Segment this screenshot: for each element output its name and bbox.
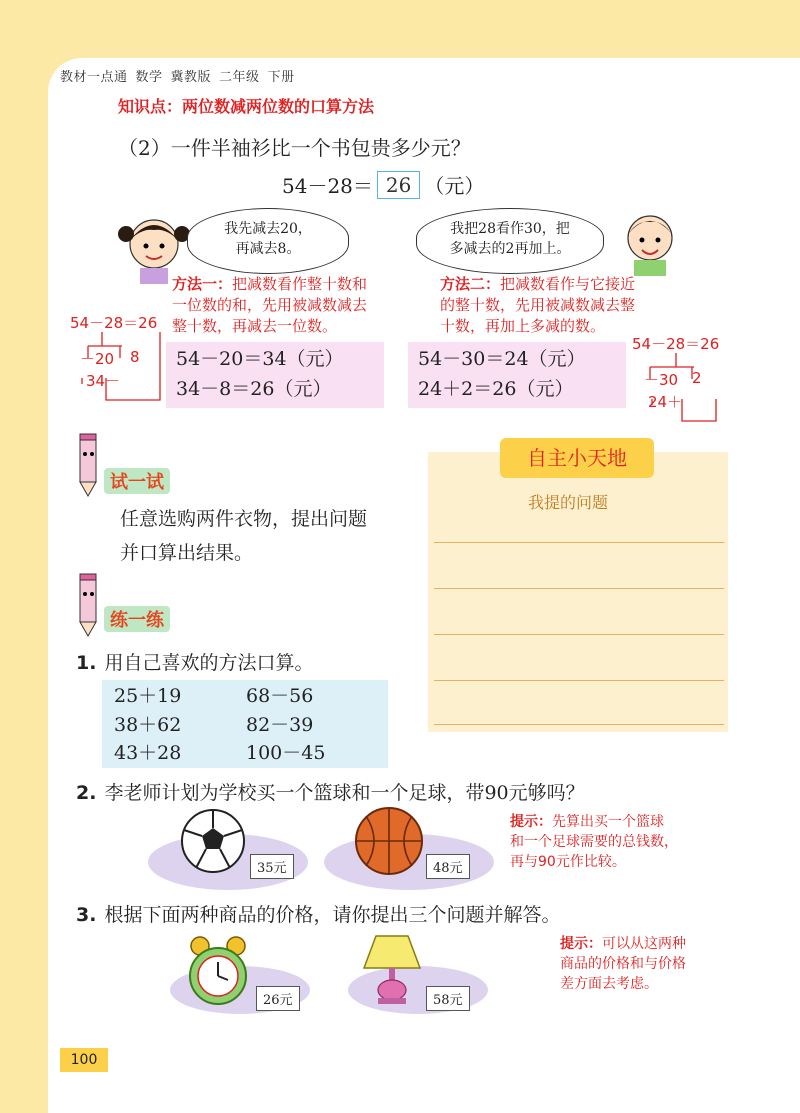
try-section-title: 试一试 (104, 468, 170, 494)
clock-price-tag: 26元 (256, 986, 300, 1011)
method-line: 把减数看作与它接近 (500, 275, 636, 293)
header-item: 下册 (267, 70, 295, 85)
method-line: 十数，再加上多减的数。 (440, 317, 606, 335)
method-2-steps (408, 342, 626, 408)
page-number: 100 (60, 1048, 108, 1072)
math-item: 68－56 (246, 685, 314, 707)
girl-speech-bubble (187, 208, 349, 274)
knowledge-point: 知识点：两位数减两位数的口算方法 (118, 97, 375, 116)
step-line: 54－20＝34（元） (176, 348, 344, 370)
boy-icon (622, 204, 678, 276)
tree-part: －30 (644, 371, 679, 389)
method-line: 整十数，再减去一位数。 (172, 317, 338, 335)
header-item: 冀教版 (170, 70, 212, 85)
problem-text: 用自己喜欢的方法口算。 (104, 652, 314, 674)
tree-part: 2 (692, 369, 702, 387)
hint-line: 可以从这两种 (602, 936, 686, 952)
problem-text: 李老师计划为学校买一个篮球和一个足球，带90元够吗？ (104, 782, 585, 804)
hint-label: 提示： (560, 936, 602, 952)
basketball-icon (354, 806, 424, 876)
hint-label: 提示： (510, 814, 552, 830)
question-2: （2）一件半袖衫比一个书包贵多少元？ (118, 136, 471, 160)
bubble-line: 多减去的2再加上。 (449, 241, 571, 257)
step-line: 34－8＝26（元） (176, 378, 332, 400)
hint-line: 再与90元作比较。 (510, 854, 626, 870)
writing-line (434, 542, 724, 543)
tree-top: 54－28＝26 (632, 335, 720, 353)
math-item: 43＋28 (114, 742, 182, 765)
method-line: 把减数看作整十数和 (232, 275, 368, 293)
practice-section-title: 练一练 (104, 606, 170, 632)
math-item: 82－39 (246, 713, 314, 736)
hint-line: 差方面去考虑。 (560, 976, 658, 992)
answer-box[interactable]: 26 (377, 171, 420, 199)
problem-number: 2. (76, 782, 97, 804)
bubble-line: 再减去8。 (235, 241, 301, 257)
header-item: 二年级 (219, 70, 260, 85)
decomposition-tree-1 (70, 312, 180, 402)
step-line: 24＋2＝26（元） (418, 378, 574, 400)
writing-line (434, 680, 724, 681)
writing-line (434, 724, 724, 725)
tree-part: 24＋ (648, 393, 683, 411)
problem-text: 根据下面两种商品的价格，请你提出三个问题并解答。 (104, 904, 561, 926)
equation-unit: （元） (424, 174, 485, 198)
problem-1 (76, 648, 313, 675)
method-line: 的整十数，先用被减数减去整 (440, 296, 636, 314)
try-section-text (120, 502, 367, 570)
hint-line: 先算出买一个篮球 (552, 814, 664, 830)
header-breadcrumb (60, 66, 303, 85)
main-equation (282, 170, 484, 199)
hint-3 (560, 934, 760, 994)
method-label: 方法一： (172, 275, 233, 293)
soccer-price-tag: 35元 (250, 854, 294, 879)
basketball-price-tag: 48元 (426, 854, 470, 879)
self-area-subtitle: 我提的问题 (528, 493, 609, 512)
problem-number: 3. (76, 904, 97, 926)
alarm-clock-icon (186, 934, 250, 1010)
pencil-mascot-icon (74, 432, 102, 498)
header-item: 数学 (135, 70, 163, 85)
pencil-mascot-icon (74, 572, 102, 638)
mental-math-grid (102, 680, 388, 768)
hint-line: 商品的价格和与价格 (560, 956, 686, 972)
hint-line: 和一个足球需要的总钱数， (510, 834, 678, 850)
girl-icon (116, 204, 192, 284)
lamp-price-tag: 58元 (426, 986, 470, 1011)
problem-2 (76, 778, 585, 805)
tree-part: 8 (130, 348, 140, 366)
method-line: 一位数的和，先用被减数减去 (172, 296, 368, 314)
writing-line (434, 634, 724, 635)
writing-line (434, 588, 724, 589)
method-1-steps (166, 342, 384, 408)
self-area-title: 自主小天地 (500, 438, 654, 478)
math-item: 38＋62 (114, 713, 182, 736)
bubble-line: 我把28看作30，把 (450, 221, 570, 237)
soccer-ball-icon (180, 808, 246, 874)
tree-part: －20 (80, 350, 115, 368)
table-lamp-icon (362, 934, 422, 1010)
decomposition-tree-2 (632, 333, 742, 423)
boy-speech-bubble (416, 208, 604, 274)
bubble-line: 我先减去20， (224, 221, 312, 237)
method-1-text (172, 274, 422, 337)
try-line: 任意选购两件衣物，提出问题 (120, 508, 368, 530)
tree-top: 54－28＝26 (70, 314, 158, 332)
tree-part: 34－ (86, 372, 121, 390)
method-label: 方法二： (440, 275, 501, 293)
hint-2 (510, 812, 760, 872)
problem-number: 1. (76, 652, 97, 674)
step-line: 54－30＝24（元） (418, 348, 586, 370)
problem-3 (76, 900, 560, 927)
method-2-text (440, 274, 670, 337)
equation-left: 54－28＝ (282, 174, 373, 198)
math-item: 25＋19 (114, 685, 182, 707)
header-item: 教材一点通 (60, 70, 128, 85)
math-item: 100－45 (246, 742, 326, 765)
try-line: 并口算出结果。 (120, 542, 254, 564)
